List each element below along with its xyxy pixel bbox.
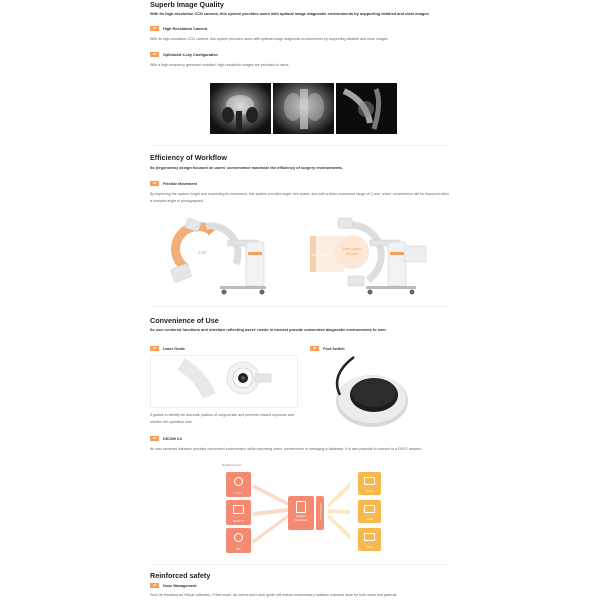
feature-title: High Resolution Camera <box>163 26 208 31</box>
output-label: Viewer <box>366 519 373 521</box>
storage-transmission-box <box>288 496 314 530</box>
c-arm-icon <box>234 477 243 486</box>
input-device-ct <box>226 500 251 525</box>
transmission-label: Transmission <box>294 520 308 522</box>
feature-number-badge: 01 <box>150 346 159 351</box>
feature-title: Flexible Movement <box>163 181 197 186</box>
monitor-icon <box>364 533 375 541</box>
output-label: Viewer <box>366 491 373 493</box>
free-space-label: Free Space <box>342 247 362 251</box>
feature-title: Laser Guide <box>163 346 185 351</box>
feature-number-badge: 03 <box>150 436 159 441</box>
feature-desc-laser: It guides to identify an accurate position of surgical site and prevents missed exposure and shorten the operation time <box>150 413 295 424</box>
input-device-mri <box>226 528 251 553</box>
height-label: 780~1090mm <box>311 253 329 257</box>
feature-desc-dicom: Its user-centered interface provides convenient environment, while improving users' convenience in managing a database. It is also possible to connect to a PACS network. <box>150 447 423 451</box>
output-viewer <box>358 528 381 551</box>
section-title-workflow: Efficiency of Workflow <box>150 153 227 162</box>
feature-number-badge: 01 <box>150 26 159 31</box>
feature-number-badge: 01 <box>150 583 159 588</box>
feature-header-movement <box>150 181 197 186</box>
feature-desc-movement: By improving the system height and expanding its movement, this system provides larger free space, and with a wider movement range of C-arm, users' convenience will be improved when a complex angle is photographed. <box>150 192 450 203</box>
feature-number-badge: 02 <box>150 52 159 57</box>
xray-image-3 <box>336 83 397 134</box>
feature-title: DICOM 3.0 <box>163 436 182 441</box>
output-viewer <box>358 500 381 523</box>
foot-switch-image <box>310 355 430 430</box>
section-lead-image-quality: With its high-resolution CCD camera, this system provides users with optimal image diagnostic environments by supporting detailed and clear images. <box>150 11 430 16</box>
input-device-label: C-arm <box>235 493 242 495</box>
section-lead-convenience: Its user-centered functions and interface reflecting users' needs in earnest provide convenient diagnostic environments to user. <box>150 327 387 332</box>
dicom-interface-label: DICOM Interface <box>319 503 321 521</box>
diagram-inputs-heading: Modality Devices <box>222 464 242 467</box>
input-device-c-arm <box>226 472 251 497</box>
feature-header-foot-switch <box>310 346 345 351</box>
feature-title: Foot Switch <box>323 346 345 351</box>
laser-guide-image <box>150 355 298 408</box>
mri-icon <box>234 533 243 542</box>
section-title-convenience: Convenience of Use <box>150 316 219 325</box>
input-device-label: DICOM CT <box>232 521 245 523</box>
feature-header-camera <box>150 26 207 31</box>
feature-desc-camera: With its high-resolution CCD camera, this system provides users with optimal image diagnostic environments by supporting detailed and clear images. <box>150 37 389 41</box>
dicom-interface-bar <box>316 496 324 530</box>
xray-image-2 <box>273 83 334 134</box>
dicom-diagram <box>220 464 388 556</box>
feature-desc-xray: With a high-frequency generator installed, high-resolution images are provided to users. <box>150 63 290 67</box>
monitor-icon <box>364 477 375 485</box>
feature-header-xray <box>150 52 218 57</box>
c-arm-rotation-illustration <box>158 212 288 296</box>
xray-image-1 <box>210 83 271 134</box>
angle-label: 135° <box>198 250 208 255</box>
input-device-label: MRI <box>236 549 241 551</box>
feature-title: Dose Management <box>163 583 197 588</box>
section-lead-workflow: Its (ergonomic) design focused on users' convenience maximize the efficiency of surgery environments. <box>150 165 343 170</box>
section-divider <box>150 564 450 565</box>
feature-header-laser <box>150 346 185 351</box>
feature-number-badge: 01 <box>150 181 159 186</box>
feature-number-badge: 02 <box>310 346 319 351</box>
output-label: Viewer <box>366 547 373 549</box>
output-viewer <box>358 472 381 495</box>
section-title-image-quality: Superb Image Quality <box>150 0 224 9</box>
monitor-icon <box>364 505 375 513</box>
feature-desc-dose: Such its functions as Virtual collimator, Pulse mode, Air kerma and Laser guide will reduce unnecessary radiation-exposed dose for both users and patients <box>150 593 397 597</box>
feature-title: Optimized X-ray Configuration <box>163 52 218 57</box>
feature-header-dicom <box>150 436 182 441</box>
storage-label: Storage & <box>295 516 307 518</box>
section-divider <box>150 145 450 146</box>
free-space-value: 800mm <box>346 252 358 256</box>
section-divider <box>150 306 450 307</box>
section-title-safety: Reinforced safety <box>150 571 211 580</box>
ct-scanner-icon <box>233 505 244 514</box>
c-arm-free-space-illustration <box>308 212 438 296</box>
server-icon <box>296 501 306 513</box>
feature-header-dose <box>150 583 197 588</box>
